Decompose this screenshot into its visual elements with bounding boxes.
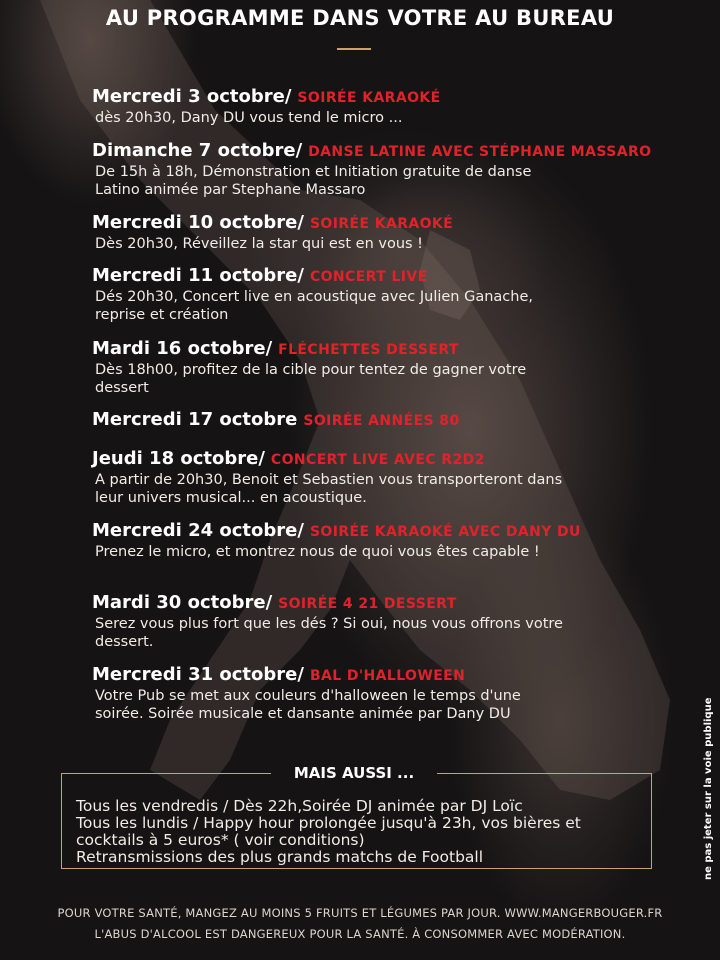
event-item: [92, 664, 682, 723]
event-separator: /: [284, 86, 292, 107]
event-description: Dès 18h00, profitez de la cible pour tentez de gagner votre dessert: [95, 362, 527, 396]
event-description: De 15h à 18h, Démonstration et Initiation gratuite de danse Latino animée par Stephane Massaro: [95, 164, 532, 198]
event-name: SOIRÉE 4 21 DESSERT: [278, 596, 457, 612]
event-date: Mercredi 31 octobre: [92, 664, 298, 685]
event-item: [92, 265, 682, 324]
event-separator: /: [295, 140, 303, 161]
event-separator: /: [297, 520, 304, 541]
event-item: [92, 86, 682, 127]
event-item: [92, 448, 682, 507]
event-description: Prenez le micro, et montrez nous de quoi vous êtes capable !: [95, 544, 540, 560]
event-date: Mardi 16 octobre: [92, 338, 266, 359]
event-description: Dès 20h30, Réveillez la star qui est en vous !: [95, 236, 423, 252]
mais-aussi-title: MAIS AUSSI ...: [271, 763, 437, 783]
event-item: [92, 520, 682, 561]
event-name: SOIRÉE ANNÉES 80: [303, 413, 460, 429]
event-separator: /: [297, 265, 304, 286]
event-name: SOIRÉE KARAOKÉ: [297, 90, 441, 106]
mais-aussi-list: [76, 798, 646, 866]
event-name: FLÉCHETTES DESSERT: [278, 342, 459, 358]
event-description: Serez vous plus fort que les dés ? Si oui, nous vous offrons votre dessert.: [95, 616, 563, 650]
event-item: [92, 140, 682, 199]
event-separator: /: [297, 212, 304, 233]
mais-aussi-line: Tous les lundis / Happy hour prolongée jusqu'à 23h, vos bières et cocktails à 5 euros* ( voir conditions): [76, 814, 581, 849]
event-item: [92, 338, 682, 397]
event-description: dès 20h30, Dany DU vous tend le micro ...: [95, 110, 403, 126]
footer-health-notice: POUR VOTRE SANTÉ, MANGEZ AU MOINS 5 FRUITS ET LÉGUMES PAR JOUR. WWW.MANGERBOUGER.FR: [57, 906, 663, 920]
event-separator: /: [258, 448, 265, 469]
event-description: Dés 20h30, Concert live en acoustique avec Julien Ganache, reprise et création: [95, 289, 533, 323]
event-description: A partir de 20h30, Benoit et Sebastien vous transporteront dans leur univers musical... en acoustique.: [95, 472, 563, 506]
event-description: Votre Pub se met aux couleurs d'halloween le temps d'une soirée. Soirée musicale et dansante animée par Dany DU: [95, 688, 521, 722]
event-date: Mercredi 24 octobre: [92, 520, 298, 541]
event-name: CONCERT LIVE AVEC R2D2: [270, 452, 485, 468]
event-date: Mercredi 17 octobre: [92, 409, 298, 430]
event-item: [92, 212, 682, 253]
mais-aussi-line: Tous les vendredis / Dès 22h,Soirée DJ animée par DJ Loïc: [76, 797, 523, 815]
event-date: Mercredi 11 octobre: [92, 265, 298, 286]
event-date: Mardi 30 octobre: [92, 592, 266, 613]
event-name: SOIRÉE KARAOKÉ AVEC DANY DU: [309, 524, 581, 540]
mais-aussi-line: Retransmissions des plus grands matchs de Football: [76, 848, 484, 866]
event-name: SOIRÉE KARAOKÉ: [309, 216, 454, 232]
event-separator: /: [265, 592, 273, 613]
event-name: BAL D'HALLOWEEN: [309, 668, 466, 684]
title-divider: [337, 48, 371, 50]
event-date: Mercredi 10 octobre: [92, 212, 298, 233]
event-name: CONCERT LIVE: [309, 269, 428, 285]
event-date: Dimanche 7 octobre: [92, 140, 296, 161]
side-note: ne pas jeter sur la voie publique: [703, 697, 714, 880]
event-separator: /: [265, 338, 273, 359]
footer-alcohol-notice: L'ABUS D'ALCOOL EST DANGEREUX POUR LA SANTÉ. À CONSOMMER AVEC MODÉRATION.: [94, 927, 626, 941]
page-title: AU PROGRAMME DANS VOTRE AU BUREAU: [105, 6, 615, 30]
event-item: [92, 592, 682, 651]
event-date: Jeudi 18 octobre: [92, 448, 259, 469]
event-separator: /: [297, 664, 304, 685]
event-item: [92, 409, 682, 432]
event-name: DANSE LATINE AVEC STÉPHANE MASSARO: [308, 144, 652, 160]
event-date: Mercredi 3 octobre: [92, 86, 285, 107]
